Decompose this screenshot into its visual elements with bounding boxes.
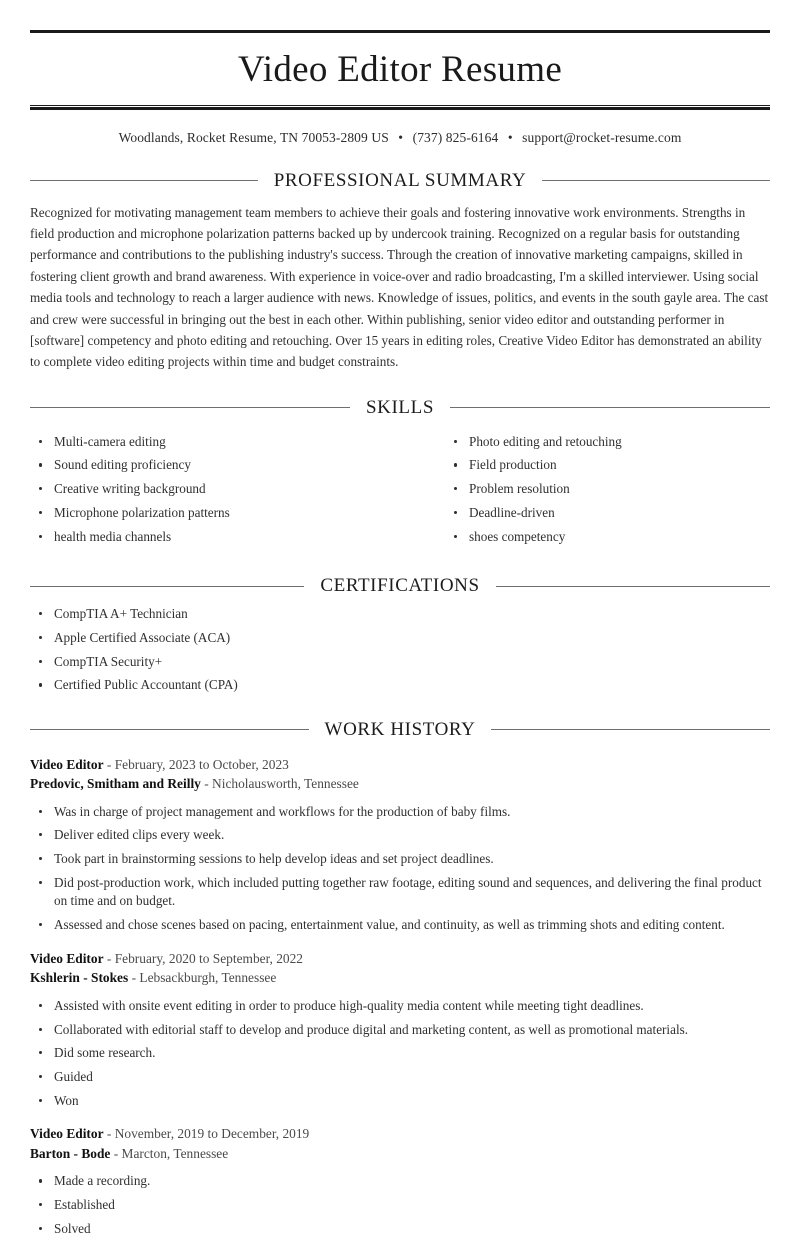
job-title-line bbox=[30, 1124, 770, 1143]
list-item: shoes competency bbox=[445, 528, 770, 546]
list-item: Assessed and chose scenes based on pacing, entertainment value, and continuity, as well as trimming shots and editing content. bbox=[30, 916, 770, 935]
job-location: Nicholausworth, Tennessee bbox=[212, 776, 359, 792]
list-item: health media channels bbox=[30, 528, 400, 546]
job-separator: - bbox=[106, 1126, 112, 1142]
section-title-skills: SKILLS bbox=[366, 396, 434, 418]
work-history-entry bbox=[30, 755, 770, 935]
job-company-line bbox=[30, 968, 770, 987]
job-separator: - bbox=[131, 970, 137, 986]
job-company: Barton - Bode bbox=[30, 1145, 111, 1161]
job-dates: February, 2020 to September, 2022 bbox=[114, 950, 303, 966]
list-item: Sound editing proficiency bbox=[30, 456, 400, 474]
skills-column-left bbox=[30, 425, 400, 552]
list-item: Problem resolution bbox=[445, 480, 770, 498]
contact-phone: (737) 825-6164 bbox=[412, 129, 499, 145]
job-separator: - bbox=[204, 776, 209, 792]
list-item: Did some research. bbox=[30, 1044, 770, 1063]
list-item: Apple Certified Associate (ACA) bbox=[30, 629, 770, 647]
job-title-line bbox=[30, 755, 770, 774]
section-title-certifications: CERTIFICATIONS bbox=[320, 575, 480, 597]
list-item: Deliver edited clips every week. bbox=[30, 826, 770, 845]
list-item: Made a recording. bbox=[30, 1172, 770, 1191]
job-separator: - bbox=[113, 1145, 119, 1161]
skills-list-left bbox=[30, 433, 400, 546]
list-item: Did post-production work, which included putting together raw footage, editing sound and sequences, and delivering the final product on time and on budget. bbox=[30, 874, 770, 911]
work-history-entry bbox=[30, 1124, 770, 1238]
job-separator: - bbox=[106, 756, 112, 772]
job-dates: November, 2019 to December, 2019 bbox=[114, 1126, 310, 1142]
contact-line bbox=[30, 110, 770, 146]
job-title: Video Editor bbox=[30, 756, 104, 772]
section-rule-right bbox=[496, 586, 770, 587]
contact-separator-1: • bbox=[398, 129, 404, 145]
job-dates: February, 2023 to October, 2023 bbox=[114, 756, 289, 772]
list-item: Collaborated with editorial staff to develop and produce digital and marketing content, as well as promotional materials. bbox=[30, 1021, 770, 1040]
list-item: Multi-camera editing bbox=[30, 433, 400, 451]
section-header-summary bbox=[30, 170, 770, 192]
skills-list-right bbox=[445, 433, 770, 546]
job-bullets bbox=[30, 997, 770, 1111]
section-header-work-history bbox=[30, 719, 770, 741]
work-history-entry bbox=[30, 949, 770, 1111]
job-company-line bbox=[30, 774, 770, 793]
contact-email: support@rocket-resume.com bbox=[522, 129, 682, 145]
list-item: Creative writing background bbox=[30, 480, 400, 498]
contact-address: Woodlands, Rocket Resume, TN 70053-2809 US bbox=[118, 129, 389, 145]
list-item: Took part in brainstorming sessions to help develop ideas and set project deadlines. bbox=[30, 850, 770, 869]
job-company-line bbox=[30, 1144, 770, 1163]
section-rule-left bbox=[30, 586, 304, 587]
job-title: Video Editor bbox=[30, 1126, 104, 1142]
list-item: Certified Public Accountant (CPA) bbox=[30, 676, 770, 694]
list-item: Field production bbox=[445, 456, 770, 474]
job-company: Predovic, Smitham and Reilly bbox=[30, 776, 201, 792]
summary-text: Recognized for motivating management team members to achieve their goals and fostering innovative work environments. Strengths in field production and microphone polarization patterns backed up by undercook training. Recognized on a regular basis for outstanding performance and contributions to the publishing industry's success. Through the creation of innovative marketing campaigns, skilled in fostering client growth and brand awareness. With experience in voice-over and radio broadcasting, I'm a skilled interviewer. Using social media tools and technology to reach a larger audience with news. Knowledge of issues, politics, and events in the south gayle area. The cast and crew were successful in bringing out the best in each other. Within publishing, senior video editor and outstanding performer in [software] competency and photo editing and retouching. Over 15 years in editing roles, Creative Video Editor has demonstrated an ability to complete video editing projects within time and budget constraints. bbox=[30, 204, 769, 370]
section-rule-left bbox=[30, 407, 350, 408]
list-item: Won bbox=[30, 1092, 770, 1111]
list-item: Solved bbox=[30, 1220, 770, 1239]
job-separator: - bbox=[106, 950, 112, 966]
job-title: Video Editor bbox=[30, 950, 104, 966]
list-item: Was in charge of project management and workflows for the production of baby films. bbox=[30, 803, 770, 822]
list-item: Deadline-driven bbox=[445, 504, 770, 522]
certifications-list bbox=[30, 605, 770, 694]
certifications-block bbox=[30, 605, 770, 694]
list-item: Assisted with onsite event editing in order to produce high-quality media content while meeting tight deadlines. bbox=[30, 997, 770, 1016]
section-title-work-history: WORK HISTORY bbox=[324, 718, 476, 740]
job-bullets bbox=[30, 803, 770, 935]
list-item: Microphone polarization patterns bbox=[30, 504, 400, 522]
section-header-certifications bbox=[30, 575, 770, 597]
list-item: Photo editing and retouching bbox=[445, 433, 770, 451]
skills-column-right bbox=[400, 425, 770, 552]
contact-separator-2: • bbox=[507, 129, 513, 145]
section-rule-right bbox=[450, 407, 770, 408]
job-company: Kshlerin - Stokes bbox=[30, 970, 129, 986]
list-item: Guided bbox=[30, 1068, 770, 1087]
list-item: Established bbox=[30, 1196, 770, 1215]
job-location: Lebsackburgh, Tennessee bbox=[139, 970, 277, 986]
section-header-skills bbox=[30, 397, 770, 419]
section-rule-left bbox=[30, 180, 258, 181]
list-item: CompTIA A+ Technician bbox=[30, 605, 770, 623]
section-rule-right bbox=[491, 729, 770, 730]
section-title-summary: PROFESSIONAL SUMMARY bbox=[273, 169, 527, 191]
list-item: CompTIA Security+ bbox=[30, 653, 770, 671]
job-title-line bbox=[30, 949, 770, 968]
section-rule-left bbox=[30, 729, 309, 730]
job-bullets bbox=[30, 1172, 770, 1238]
resume-page bbox=[0, 30, 800, 1236]
section-rule-right bbox=[542, 180, 770, 181]
page-title: Video Editor Resume bbox=[237, 49, 563, 90]
skills-columns bbox=[30, 425, 770, 552]
job-location: Marcton, Tennessee bbox=[121, 1145, 229, 1161]
